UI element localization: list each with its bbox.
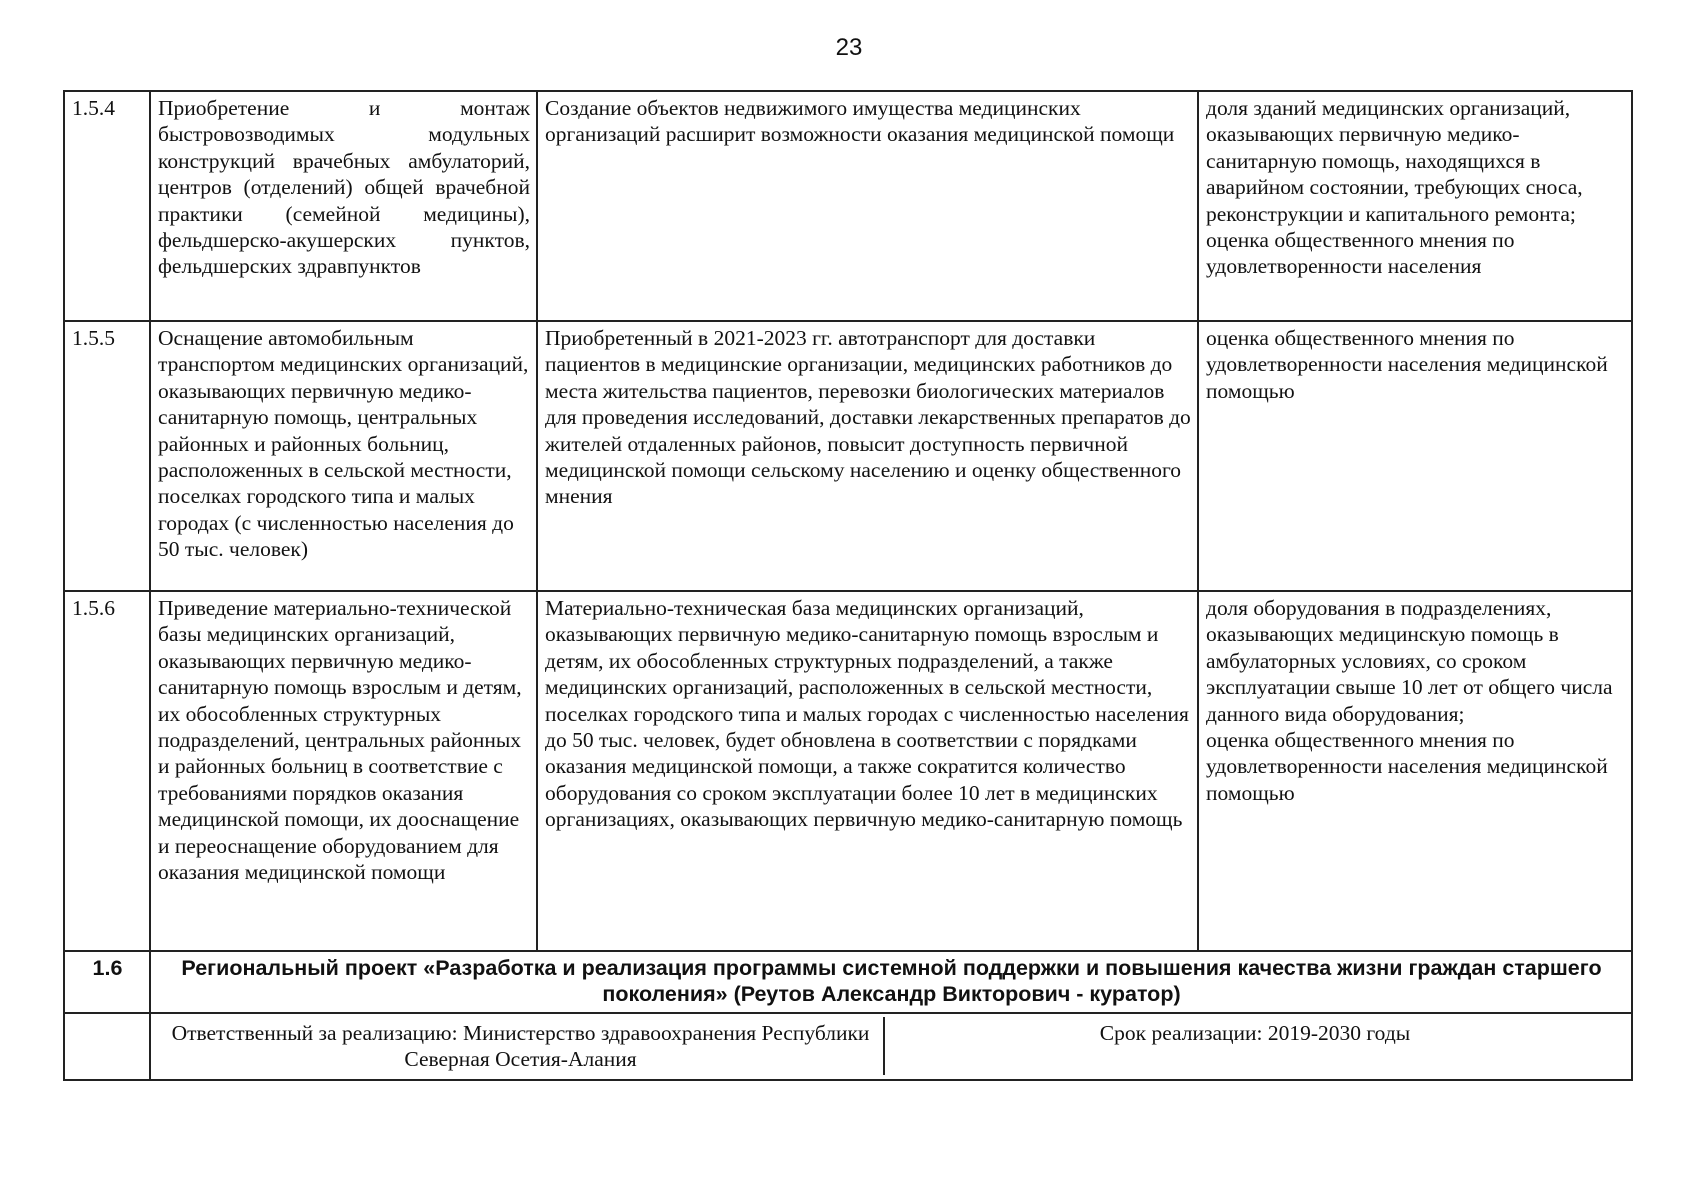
page-number: 23	[835, 34, 863, 61]
result-cell: Материально-техническая база медицинских организаций, оказывающих первичную медико-санитарную помощь взрослым и детям, их обособленных структурных подразделений, а также медицинских организаций, расположенных в сельской местности, поселках городского типа и малых городах с численностью населения до 50 тыс. человек, будет обновлена в соответствии с порядками оказания медицинской помощи, а также сократится количество оборудования со сроком эксплуатации более 10 лет в медицинских организациях, оказывающих первичную медико-санитарную помощь	[537, 591, 1198, 951]
responsible-text: Ответственный за реализацию: Министерство здравоохранения Республики Северная Осетия-Алания	[158, 1017, 884, 1075]
row-number: 1.5.4	[64, 91, 150, 321]
term-text: Срок реализации: 2019-2030 годы	[1099, 1020, 1411, 1045]
project-title: Региональный проект «Разработка и реализация программы системной поддержки и повышения качества жизни граждан старшего поколения» (Реутов Александр Викторович - куратор)	[150, 951, 1632, 1013]
project-info-table	[158, 1017, 1625, 1075]
project-info-row	[64, 1013, 1632, 1080]
empty-cell	[64, 1013, 150, 1080]
indicator-cell	[1198, 591, 1632, 951]
indicator-line: оценка общественного мнения по удовлетворенности населения	[1206, 228, 1515, 279]
indicator-cell	[1198, 321, 1632, 591]
row-number: 1.5.5	[64, 321, 150, 591]
table-row	[64, 91, 1632, 321]
indicator-line: оценка общественного мнения по удовлетворенности населения медицинской помощью	[1206, 728, 1608, 805]
activity-cell: Приобретение и монтаж быстровозводимых модульных конструкций врачебных амбулаторий, центров (отделений) общей врачебной практики (семейной медицины), фельдшерско-акушерских пунктов, фельдшерских здравпунктов	[150, 91, 537, 321]
indicator-line: оценка общественного мнения по удовлетворенности населения медицинской помощью	[1206, 326, 1608, 403]
project-info-cell	[150, 1013, 1632, 1080]
table-row	[64, 321, 1632, 591]
result-cell: Создание объектов недвижимого имущества медицинских организаций расширит возможности оказания медицинской помощи	[537, 91, 1198, 321]
activity-cell: Оснащение автомобильным транспортом медицинских организаций, оказывающих первичную медико-санитарную помощь, центральных районных и районных больниц, расположенных в сельской местности, поселках городского типа и малых городах (с численностью населения до 50 тыс. человек)	[150, 321, 537, 591]
row-number: 1.5.6	[64, 591, 150, 951]
result-cell: Приобретенный в 2021-2023 гг. автотранспорт для доставки пациентов в медицинские организации, медицинских работников до места жительства пациентов, перевозки биологических материалов для проведения исследований, доставки лекарственных препаратов до жителей отдаленных районов, повысит доступность первичной медицинской помощи сельскому населению и оценку общественного мнения	[537, 321, 1198, 591]
indicator-line: доля оборудования в подразделениях, оказывающих медицинскую помощь в амбулаторных условиях, со сроком эксплуатации свыше 10 лет от общего числа данного вида оборудования;	[1206, 596, 1613, 726]
indicator-cell	[1198, 91, 1632, 321]
activity-cell: Приведение материально-технической базы медицинских организаций, оказывающих первичную медико-санитарную помощь взрослым и детям, их обособленных структурных подразделений, центральных районных и районных больниц в соответствие с требованиями порядков оказания медицинской помощи, их дооснащение и переоснащение оборудованием для оказания медицинской помощи	[150, 591, 537, 951]
project-row	[64, 951, 1632, 1013]
indicator-line: доля зданий медицинских организаций, оказывающих первичную медико-санитарную помощь, находящихся в аварийном состоянии, требующих сноса, реконструкции и капитального ремонта;	[1206, 96, 1583, 226]
table-row	[64, 591, 1632, 951]
program-table	[63, 90, 1633, 1081]
project-number: 1.6	[64, 951, 150, 1013]
